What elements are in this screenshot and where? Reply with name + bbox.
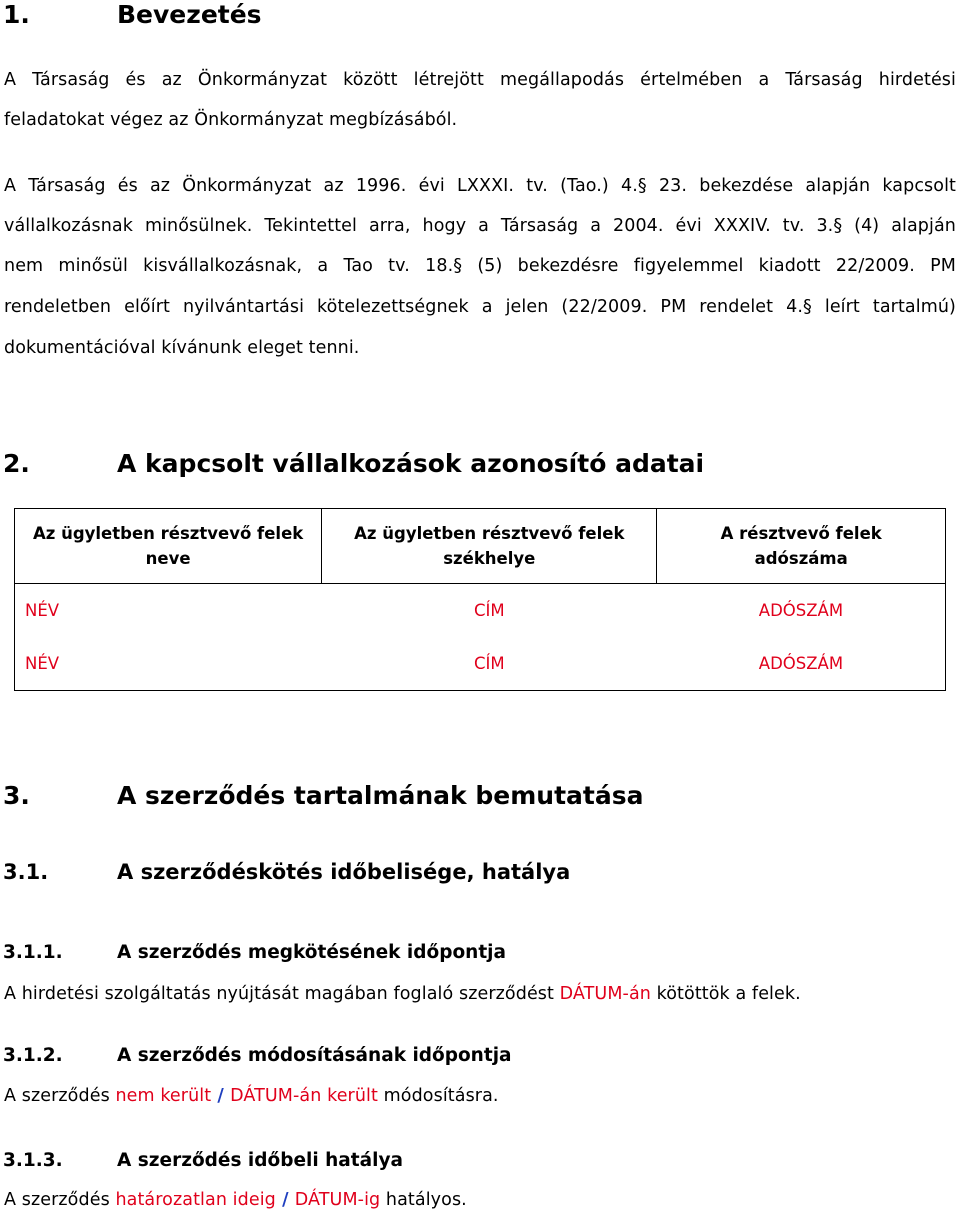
validity-option-date: DÁTUM-ig: [294, 1190, 381, 1210]
header-party-address-line-2: székhelye: [443, 549, 536, 568]
section-3-1-3-number: 3.1.3.: [3, 1150, 63, 1171]
intro-paragraph-2-line-3: nem minősül kisvállalkozásnak, a Tao tv. 18.§ (5) bekezdésre figyelemmel kiadott 22/2009. PM: [4, 256, 956, 276]
section-3-1-1-title: A szerződés megkötésének időpontja: [117, 942, 507, 963]
party-tax-number-cell: ADÓSZÁM: [758, 654, 844, 673]
party-name-cell: NÉV: [25, 654, 60, 673]
intro-paragraph-1-line-2: feladatokat végez az Önkormányzat megbízásából.: [4, 110, 458, 130]
signing-date-text-suffix: kötöttök a felek.: [650, 984, 801, 1004]
section-2-title: A kapcsolt vállalkozások azonosító adatai: [117, 449, 705, 478]
option-separator: /: [275, 1190, 295, 1210]
related-parties-table: [14, 508, 946, 691]
intro-paragraph-1-line-1: A Társaság és az Önkormányzat között létrejött megállapodás értelmében a Társaság hirdetési: [4, 70, 956, 90]
validity-text-suffix: hatályos.: [380, 1190, 467, 1210]
validity-option-indefinite: határozatlan ideig: [115, 1190, 276, 1210]
section-3-1-number: 3.1.: [3, 860, 49, 884]
header-party-address: [322, 509, 657, 584]
intro-paragraph-2-line-5: dokumentációval kívánunk eleget tenni.: [4, 338, 360, 358]
section-3-title: A szerződés tartalmának bemutatása: [117, 781, 644, 810]
header-party-address-line-1: Az ügyletben résztvevő felek: [354, 524, 625, 543]
section-3-number: 3.: [3, 781, 30, 810]
modification-text-prefix: A szerződés: [4, 1086, 116, 1106]
signing-date-text-prefix: A hirdetési szolgáltatás nyújtását magában foglaló szerződést: [4, 984, 560, 1004]
header-party-name-line-1: Az ügyletben résztvevő felek: [32, 524, 304, 543]
header-party-tax-number-line-1: A résztvevő felek: [720, 524, 882, 543]
validity-text-prefix: A szerződés: [4, 1190, 116, 1210]
party-name-cell: NÉV: [25, 601, 60, 620]
modification-date-text: [4, 1086, 499, 1106]
section-3-1-title: A szerződéskötés időbelisége, hatálya: [117, 860, 571, 884]
intro-paragraph-2-line-2: vállalkozásnak minősülnek. Tekintettel arra, hogy a Társaság a 2004. évi XXXIV. tv. 3.§ (4) alapján: [4, 216, 956, 236]
party-address-cell: CÍM: [473, 601, 505, 620]
validity-text: [4, 1190, 467, 1210]
modification-option-none: nem került: [115, 1086, 212, 1106]
party-tax-number-cell: ADÓSZÁM: [758, 601, 844, 620]
section-3-1-1-number: 3.1.1.: [3, 942, 63, 963]
section-3-1-3-title: A szerződés időbeli hatálya: [117, 1150, 404, 1171]
party-address-cell: CÍM: [473, 654, 505, 673]
intro-paragraph-2-line-1: A Társaság és az Önkormányzat az 1996. évi LXXXI. tv. (Tao.) 4.§ 23. bekezdése alapján kapcsolt: [4, 176, 956, 196]
signing-date-text: [4, 984, 801, 1004]
option-separator: /: [211, 1086, 231, 1106]
header-party-tax-number: [657, 509, 946, 584]
signing-date-placeholder: DÁTUM-án: [559, 984, 651, 1004]
table-row: [15, 584, 946, 638]
section-3-1-2-title: A szerződés módosításának időpontja: [117, 1045, 512, 1066]
header-party-name-line-2: neve: [145, 549, 191, 568]
modification-option-date: DÁTUM-án került: [230, 1086, 378, 1106]
header-party-name: [15, 509, 322, 584]
section-1-number: 1.: [3, 0, 30, 29]
table-row: [15, 637, 946, 691]
section-3-1-2-number: 3.1.2.: [3, 1045, 63, 1066]
modification-text-suffix: módosításra.: [377, 1086, 499, 1106]
section-2-number: 2.: [3, 449, 30, 478]
intro-paragraph-2-line-4: rendeletben előírt nyilvántartási kötelezettségnek a jelen (22/2009. PM rendelet 4.§ leírt tartalmú): [4, 297, 956, 317]
table-header-row: [15, 509, 946, 584]
section-1-title: Bevezetés: [117, 0, 262, 29]
header-party-tax-number-line-2: adószáma: [754, 549, 848, 568]
